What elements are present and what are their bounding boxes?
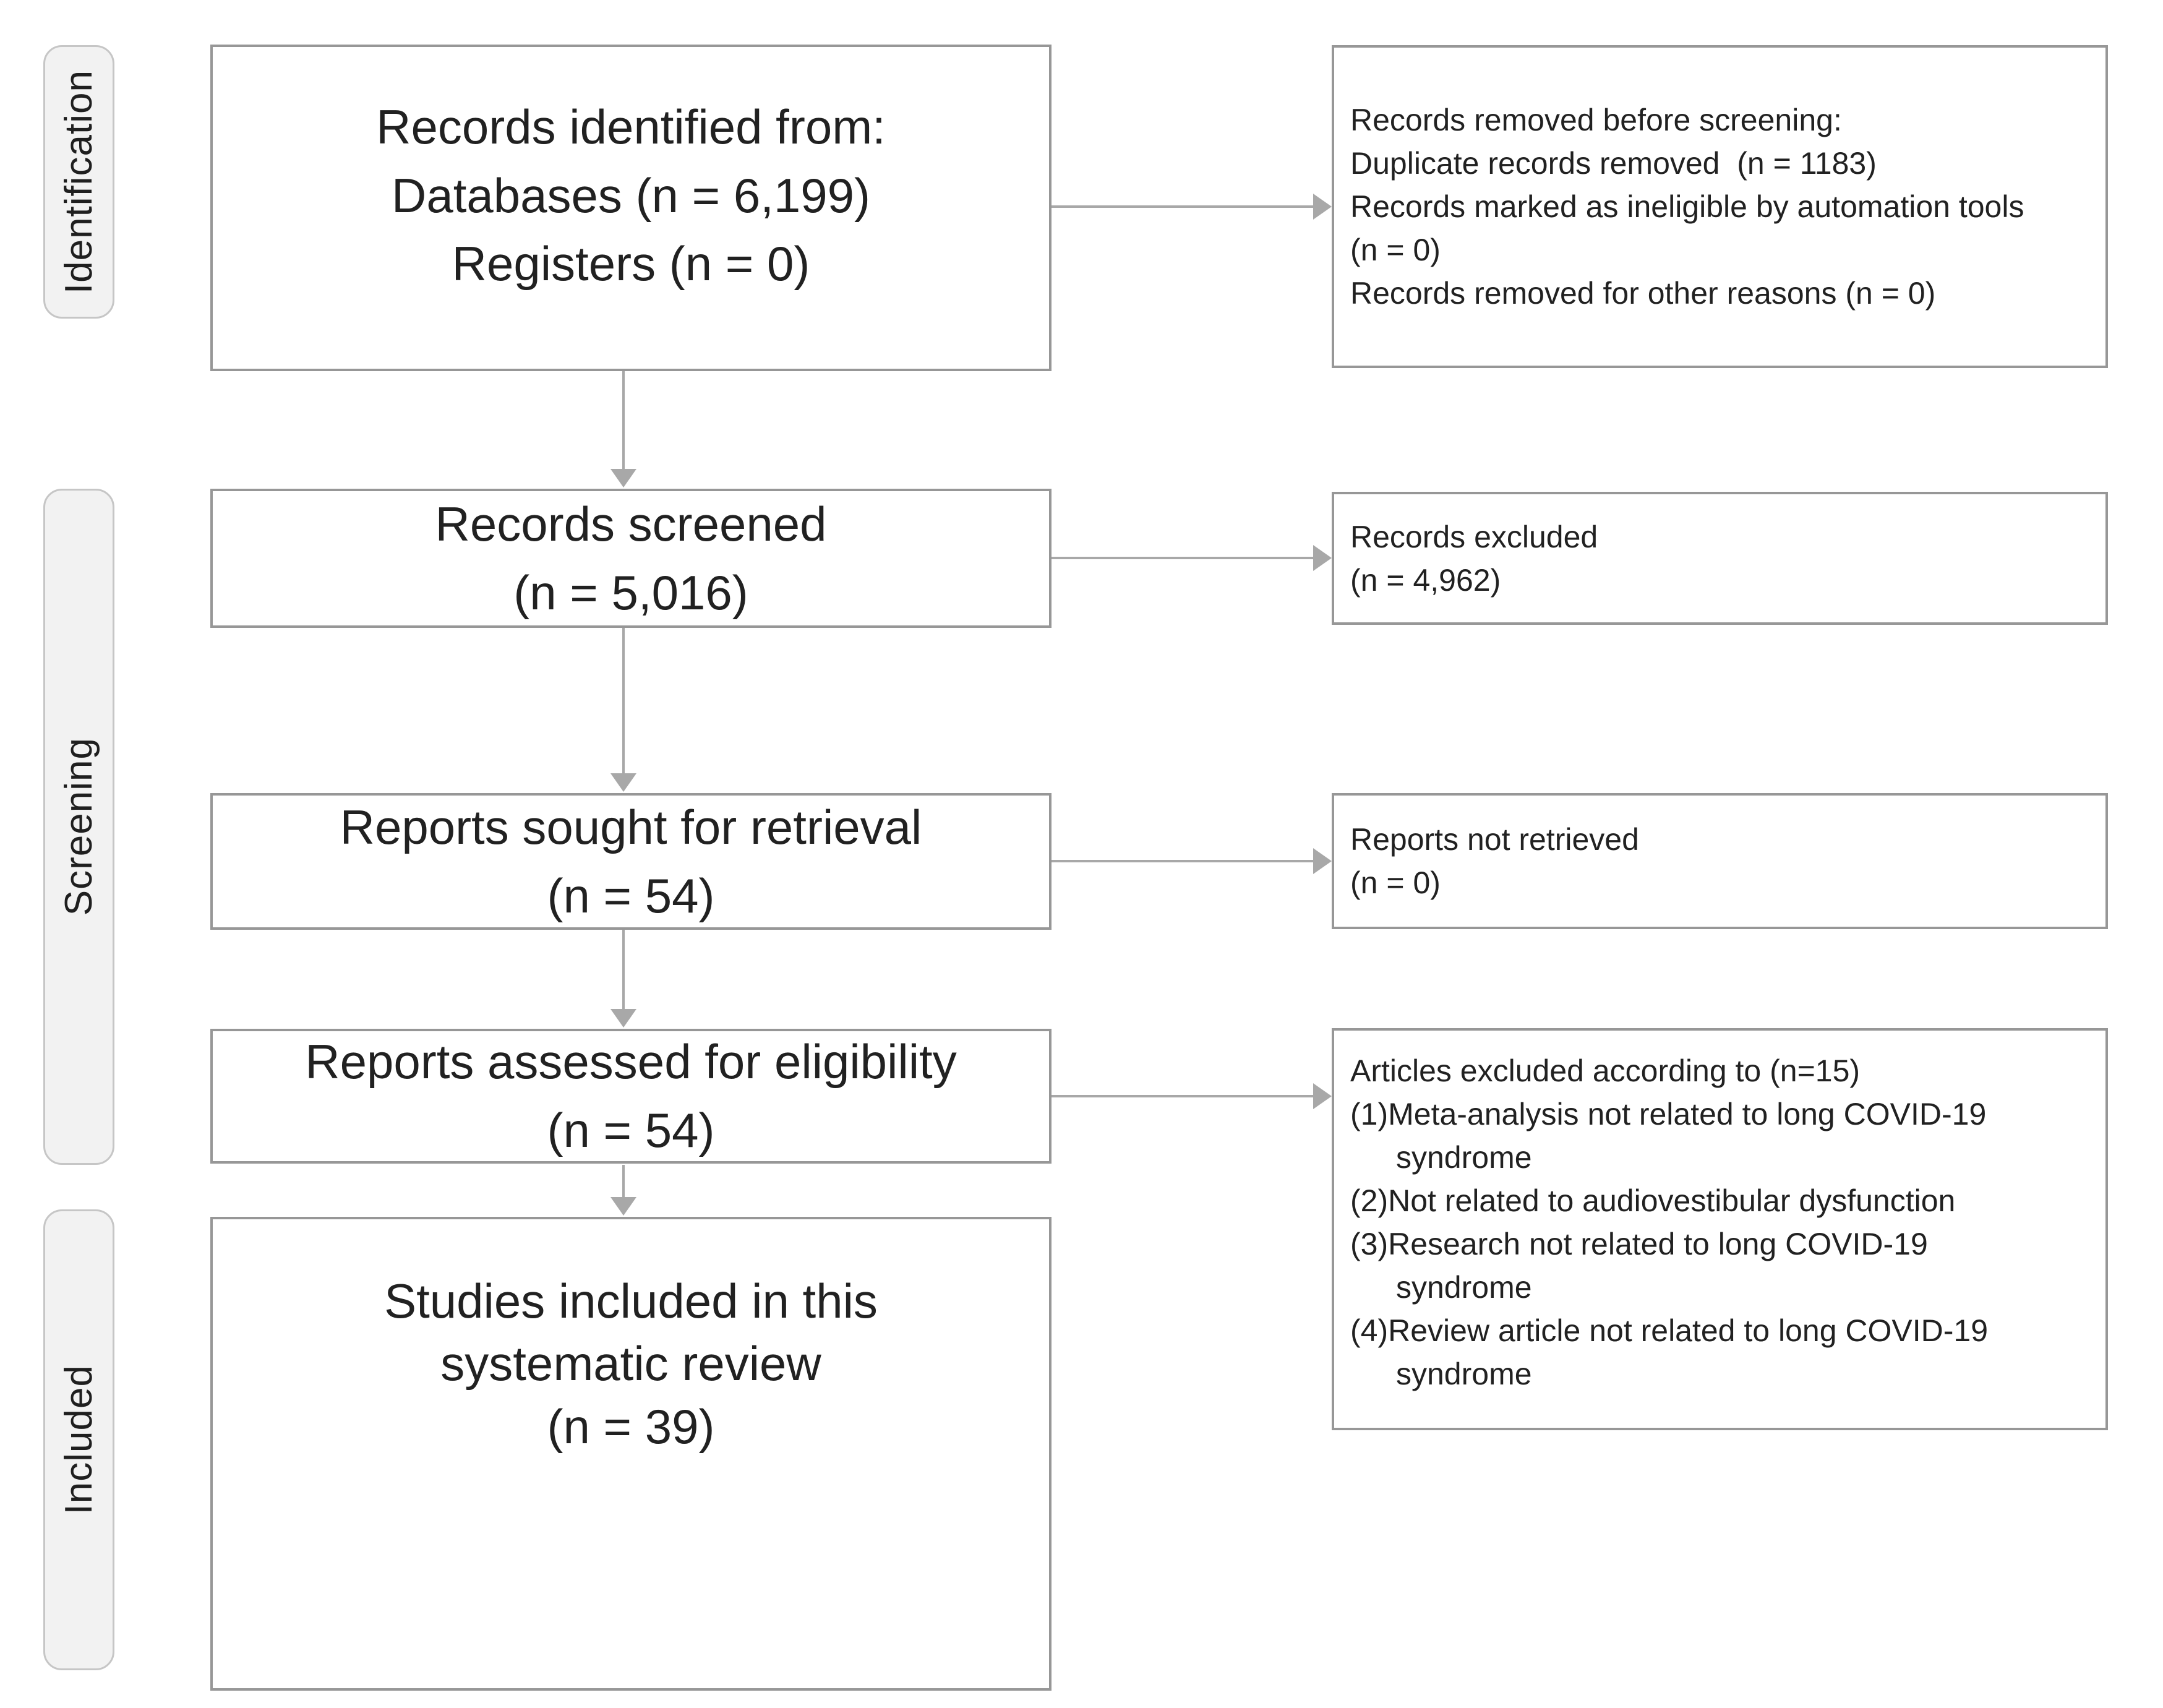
arrow-shaft <box>622 1165 625 1199</box>
box-text-line: Records identified from: <box>376 99 886 154</box>
stage-included-label: Included <box>58 1365 100 1515</box>
box-studies-included <box>210 1217 1052 1691</box>
box-text-block <box>1350 515 2089 602</box>
arrow-assessed-to-articles-excluded <box>1052 1083 1332 1110</box>
stage-included <box>43 1209 114 1670</box>
box-text-block <box>1350 98 2055 315</box>
box-text-line: Reports assessed for eligibility <box>305 1034 957 1089</box>
box-text-line: Records removed for other reasons (n = 0) <box>1350 276 1936 311</box>
box-reports-assessed <box>210 1029 1052 1164</box>
box-text-line: (n = 0) <box>1350 865 1441 900</box>
arrow-sought-to-not-retrieved <box>1052 848 1332 875</box>
box-records-excluded <box>1332 492 2108 625</box>
box-text-line: (n = 5,016) <box>513 565 748 620</box>
arrow-down-icon <box>610 1197 636 1216</box>
arrow-screened-to-sought <box>610 628 637 792</box>
box-text-line: Reports sought for retrieval <box>340 799 922 854</box>
box-text-line: systematic review <box>440 1336 821 1391</box>
arrow-down-icon <box>610 773 636 792</box>
box-records-screened <box>210 489 1052 628</box>
box-text-line: (1)Meta-analysis not related to long COVID-19 syndrome <box>1350 1097 1995 1175</box>
arrow-shaft <box>622 628 625 776</box>
box-text-line: Records excluded <box>1350 519 1598 554</box>
arrow-right-icon <box>1313 194 1332 220</box>
box-text-line: Registers (n = 0) <box>452 236 810 291</box>
box-text-block <box>1350 1049 2062 1396</box>
box-text-line: Articles excluded according to (n=15) <box>1350 1054 1861 1088</box>
arrow-down-icon <box>610 1009 636 1028</box>
box-text-line: (4)Review article not related to long COVID-19 syndrome <box>1350 1313 1997 1391</box>
arrow-shaft <box>622 371 625 471</box>
box-text-block <box>1350 818 2089 904</box>
box-text-line: Records marked as ineligible by automation tools (n = 0) <box>1350 189 2033 267</box>
box-text-line: Databases (n = 6,199) <box>392 168 870 223</box>
arrow-shaft <box>1052 1095 1316 1097</box>
arrow-identified-to-screened <box>610 371 637 487</box>
box-text-line: (2)Not related to audiovestibular dysfunction <box>1350 1183 1956 1218</box>
box-text-line: (n = 39) <box>547 1399 715 1454</box>
box-text-line: Records screened <box>435 496 827 551</box>
box-text-line: (n = 54) <box>547 1103 715 1157</box>
box-reports-sought <box>210 793 1052 930</box>
arrow-right-icon <box>1313 848 1332 874</box>
box-text-line: Studies included in this <box>384 1273 878 1328</box>
box-text-line: Duplicate records removed (n = 1183) <box>1350 146 1877 181</box>
box-articles-excluded <box>1332 1028 2108 1430</box>
arrow-shaft <box>1052 205 1316 208</box>
arrow-assessed-to-included <box>610 1165 637 1216</box>
stage-identification <box>43 45 114 319</box>
stage-screening-label: Screening <box>58 737 100 916</box>
arrow-sought-to-assessed <box>610 930 637 1028</box>
box-text-line: Reports not retrieved <box>1350 822 1639 857</box>
box-records-identified <box>210 45 1052 371</box>
arrow-right-icon <box>1313 1083 1332 1109</box>
arrow-screened-to-excluded <box>1052 544 1332 572</box>
arrow-shaft <box>1052 860 1316 862</box>
stage-screening <box>43 489 114 1165</box>
arrow-shaft <box>1052 557 1316 559</box>
arrow-identified-to-removed <box>1052 193 1332 220</box>
stage-identification-label: Identification <box>58 69 100 294</box>
arrow-shaft <box>622 930 625 1011</box>
box-text-line: (3)Research not related to long COVID-19 syndrome <box>1350 1227 1937 1305</box>
box-text-line: (n = 54) <box>547 868 715 923</box>
arrow-down-icon <box>610 469 636 487</box>
box-reports-not-retrieved <box>1332 793 2108 929</box>
box-text-line: (n = 4,962) <box>1350 562 1501 598</box>
arrow-right-icon <box>1313 545 1332 571</box>
box-text-line: Records removed before screening: <box>1350 103 1842 137</box>
box-records-removed-before-screening <box>1332 45 2108 368</box>
